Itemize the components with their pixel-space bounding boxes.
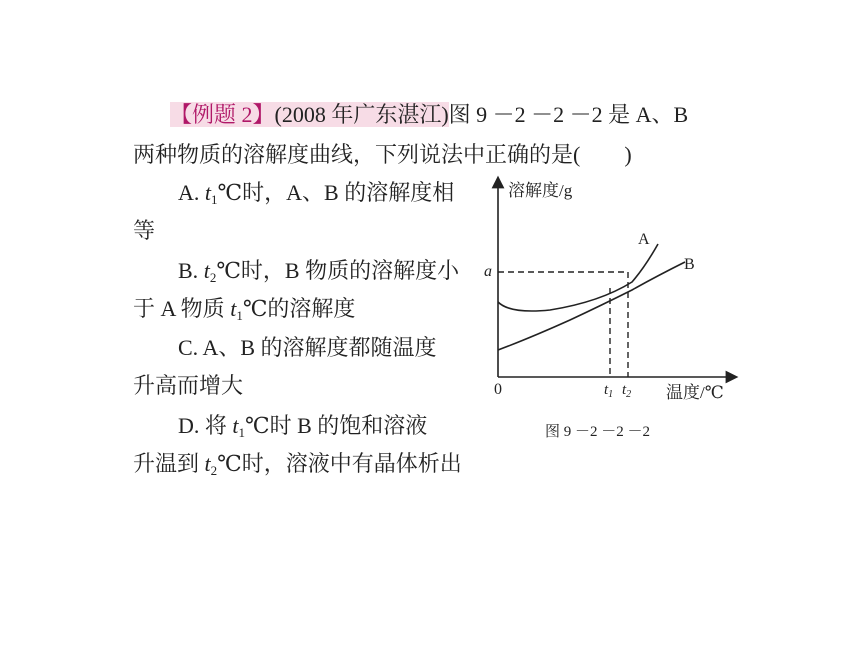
- option-d-sub: 1: [238, 425, 246, 440]
- option-d-line-2: [133, 449, 462, 486]
- t2-label: $t_2$: [622, 382, 632, 400]
- option-b-var-2: t: [230, 296, 237, 321]
- y-axis-label: 溶解度/g: [508, 181, 573, 200]
- t1-label: $t_1$: [604, 382, 614, 400]
- question-line-2: [133, 140, 632, 170]
- curve-a-label: A: [638, 231, 650, 248]
- option-a-line-2: [133, 216, 155, 246]
- option-d-text-2b: ℃时，溶液中有晶体析出: [217, 451, 462, 476]
- option-c-text-2: 升高而增大: [133, 373, 244, 398]
- option-c-line-1: [178, 333, 437, 363]
- option-b-sub-2: 1: [236, 308, 243, 323]
- option-b-line-2: [133, 294, 355, 331]
- option-c-text: C. A、B 的溶解度都随温度: [178, 335, 437, 360]
- a-value-label: a: [484, 263, 492, 280]
- option-a-line-1: [178, 178, 454, 215]
- question-stem-1: 图 9 －2 －2 －2 是 A、B: [448, 102, 689, 127]
- curve-a: [498, 244, 658, 311]
- option-b-text: ℃时，B 物质的溶解度小: [216, 258, 460, 283]
- figure-caption: 图 9 －2 －2 －2: [545, 424, 651, 440]
- x-axis-label: 温度/℃: [666, 383, 724, 402]
- option-a-prefix: A.: [178, 180, 205, 205]
- option-d-text: ℃时 B 的饱和溶液: [245, 413, 428, 438]
- option-d-line-1: [178, 411, 427, 448]
- option-d-var-2: t: [204, 451, 211, 476]
- curve-b-label: B: [684, 256, 695, 273]
- option-b-var: t: [203, 258, 210, 283]
- option-a-var: t: [204, 180, 212, 205]
- question-stem-2: 两种物质的溶解度曲线，下列说法中正确的是( ): [133, 142, 632, 167]
- example-label: 【例题 2】: [170, 102, 275, 127]
- option-a-sub: 1: [211, 192, 218, 207]
- option-a-text: ℃时，A、B 的溶解度相: [217, 180, 455, 205]
- option-d-prefix: D. 将: [178, 413, 233, 438]
- option-a-text-2: 等: [133, 218, 156, 243]
- option-b-text-2a: 于 A 物质: [133, 296, 231, 321]
- option-b-text-2b: ℃的溶解度: [242, 296, 356, 321]
- option-c-line-2: [133, 371, 243, 401]
- option-d-var: t: [232, 413, 239, 438]
- option-b-sub: 2: [209, 270, 217, 285]
- solubility-curve-figure: [470, 172, 750, 417]
- question-line-1: [170, 100, 688, 130]
- option-b-prefix: B.: [178, 258, 204, 283]
- option-d-text-2a: 升温到: [133, 451, 205, 476]
- option-d-sub-2: 2: [210, 463, 218, 478]
- option-b-line-1: [178, 256, 459, 293]
- question-source: (2008 年广东湛江): [274, 102, 449, 127]
- curve-b: [498, 262, 685, 350]
- origin-label: 0: [494, 381, 502, 398]
